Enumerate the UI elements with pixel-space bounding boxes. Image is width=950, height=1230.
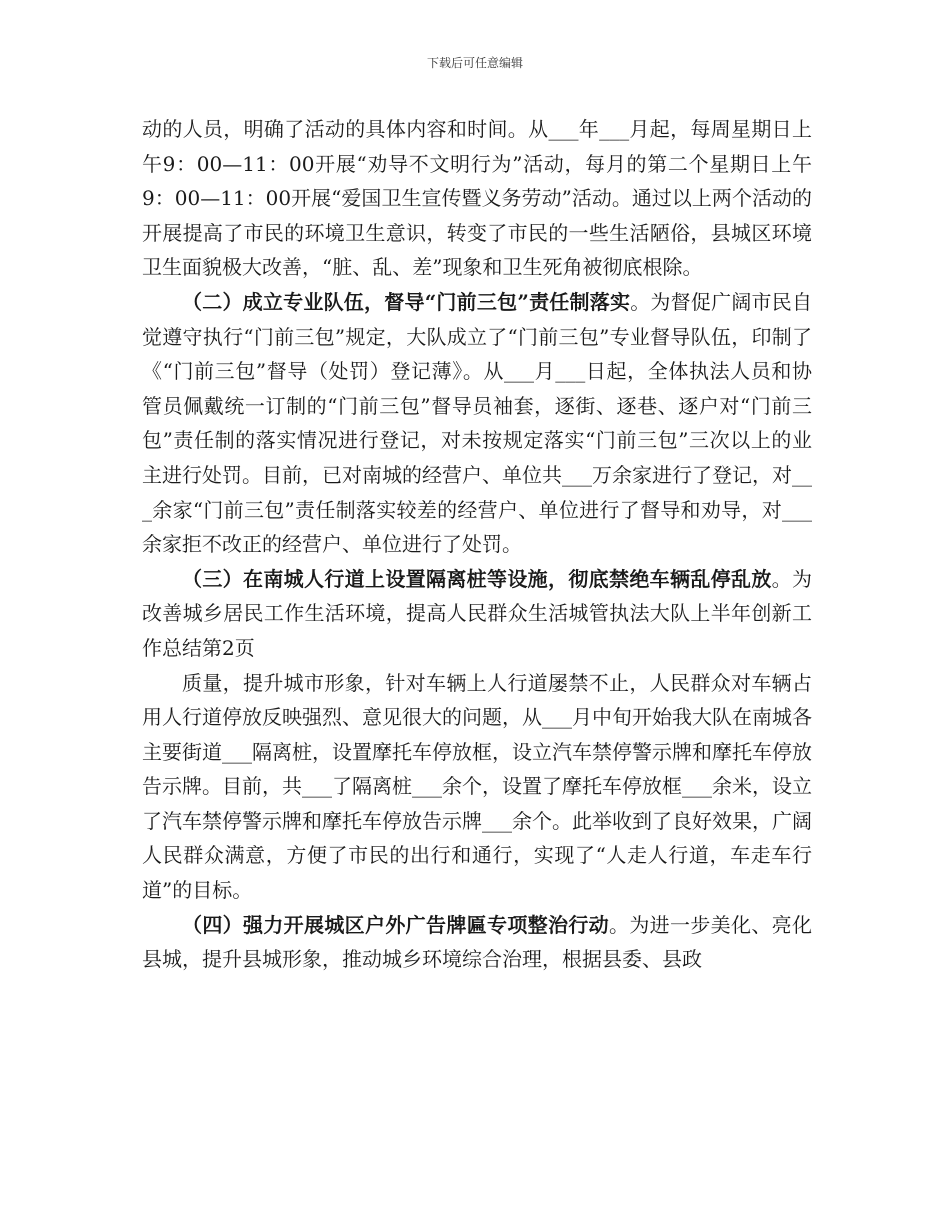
paragraph-1-text: 动的人员，明确了活动的具体内容和时间。从___年___月起，每周星期日上午9：00—11：00开展“劝导不文明行为”活动，每月的第二个星期日上午9：00—11：00开展“爱国卫生宣传暨义务劳动”活动。通过以上两个活动的开展提高了市民的环境卫生意识，转变了市民的一些生活陋俗，县城区环境卫生面貌极大改善，“脏、乱、差”现象和卫生死角被彻底根除。 <box>142 117 812 280</box>
page-header: 下载后可任意编辑 <box>426 56 523 70</box>
paragraph-2-text: 。为督促广阔市民自觉遵守执行“门前三包”规定，大队成立了“门前三包”专业督导队伍，印制了《“门前三包”督导（处罚）登记薄》。从___月___日起，全体执法人员和协管员佩戴统一订制的“门前三包”督导员袖套，逐街、逐巷、逐户对“门前三包”责任制的落实情况进行登记，对未按规定落实“门前三包”三次以上的业主进行处罚。目前，已对南城的经营户、单位共___万余家进行了登记，对___余家“门前三包”责任制落实较差的经营户、单位进行了督导和劝导，对___余家拒不改正的经营户、单位进行了处罚。 <box>142 289 813 557</box>
paragraph-4 <box>142 666 812 908</box>
paragraph-3-text: 。为改善城乡居民工作生活环境，提高人民群众生活城管执法大队上半年创新工作总结第2页 <box>142 566 813 660</box>
paragraph-4-text: 质量，提升城市形象，针对车辆上人行道屡禁不止，人民群众对车辆占用人行道停放反映强烈、意见很大的问题，从___月中旬开始我大队在南城各主要街道___隔离桩，设置摩托车停放框，设立汽车禁停警示牌和摩托车停放告示牌。目前，共___了隔离桩___余个，设置了摩托车停放框___余米，设立了汽车禁停警示牌和摩托车停放告示牌___余个。此举收到了良好效果，广阔人民群众满意，方便了市民的出行和通行，实现了“人走人行道，车走车行道”的目标。 <box>142 670 812 903</box>
section-heading-3: （三）在南城人行道上设置隔离桩等设施，彻底禁绝车辆乱停乱放 <box>182 566 772 591</box>
document-body <box>142 112 812 977</box>
paragraph-3 <box>142 562 812 666</box>
paragraph-2 <box>142 285 812 562</box>
section-heading-2: （二）成立专业队伍，督导“门前三包”责任制落实 <box>182 289 631 314</box>
section-heading-4: （四）强力开展城区户外广告牌匾专项整治行动 <box>182 912 609 937</box>
paragraph-1 <box>142 112 812 285</box>
paragraph-5-text: 。为进一步美化、亮化县城，提升县城形象，推动城乡环境综合治理，根据县委、县政 <box>142 912 812 972</box>
paragraph-5 <box>142 908 812 977</box>
